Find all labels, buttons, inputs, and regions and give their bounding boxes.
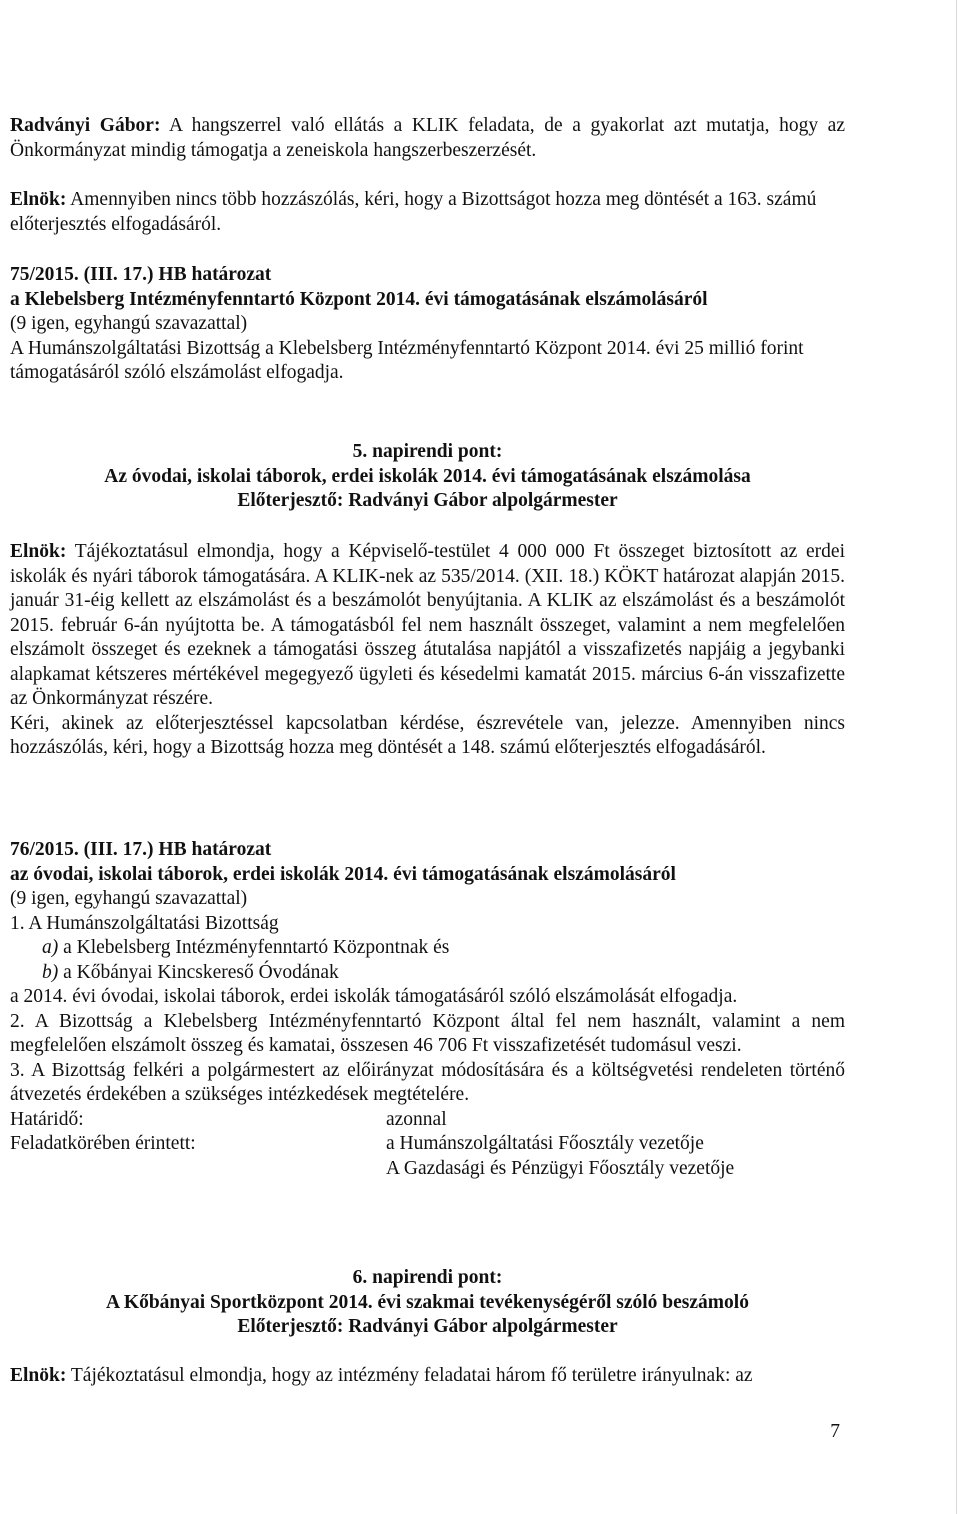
responsible-1: a Humánszolgáltatási Főosztály vezetője [386, 1133, 704, 1154]
speaker-label: Elnök: [10, 189, 67, 210]
agenda-6-heading [10, 1266, 845, 1340]
resolution-vote: (9 igen, egyhangú szavazattal) [10, 313, 248, 334]
resolution-vote: (9 igen, egyhangú szavazattal) [10, 888, 248, 909]
intro-paragraph-2 [10, 188, 845, 237]
agenda-label: 5. napirendi pont: [352, 441, 503, 462]
agenda-title: Az óvodai, iskolai táborok, erdei iskolák 2014. évi támogatásának elszámolása [104, 465, 751, 487]
resolution-76 [10, 838, 845, 1181]
resolution-75 [10, 263, 845, 386]
speech-text: A hangszerrel való ellátás a KLIK feladata, de a gyakorlat azt mutatja, hogy az Önkormányzat mindig támogatja a zeneiskola hangszerbeszerzését. [10, 115, 845, 161]
speech-text: Kéri, akinek az előterjesztéssel kapcsolatban kérdése, észrevétele van, jelezze. Amennyiben nincs hozzászólás, kéri, hogy a Bizottság hozza meg döntését a 148. számú előterjesztés elfogadásáról. [10, 712, 845, 758]
resolution-subject: a Klebelsberg Intézményfenntartó Központ 2014. évi támogatásának elszámolásáról [10, 288, 708, 310]
speaker-label: Radványi Gábor: [10, 115, 161, 136]
resolution-item-1: 1. A Humánszolgáltatási Bizottság [10, 912, 279, 934]
speech-text: Tájékoztatásul elmondja, hogy az intézmény feladatai három fő területre irányulnak: az [66, 1365, 753, 1386]
speech-text: Amennyiben nincs több hozzászólás, kéri, hogy a Bizottságot hozza meg döntését a 163. számú előterjesztés elfogadásáról. [10, 189, 817, 235]
deadline-value: azonnal [386, 1108, 447, 1130]
resolution-item-2: 2. A Bizottság a Klebelsberg Intézményfenntartó Központ által fel nem használt, valamint a nem megfelelően elszámolt összeg és kamatai, összesen 46 706 Ft visszafizetését tudomásul veszi. [10, 1010, 845, 1056]
intro-paragraph-1 [10, 114, 845, 163]
list-marker: a) [42, 937, 59, 958]
scan-edge [956, 0, 957, 1514]
agenda-title: A Kőbányai Sportközpont 2014. évi szakmai tevékenységéről szóló beszámoló [106, 1291, 749, 1313]
page-number: 7 [830, 1421, 840, 1442]
resolution-item-1-end: a 2014. évi óvodai, iskolai táborok, erdei iskolák támogatásáról szóló elszámolását elfogadja. [10, 986, 738, 1007]
list-marker: b) [42, 961, 59, 983]
resolution-subject: az óvodai, iskolai táborok, erdei iskolák 2014. évi támogatásának elszámolásáról [10, 863, 676, 885]
agenda-6-speech [10, 1364, 845, 1389]
deadline-label: Határidő: [10, 1108, 84, 1130]
resolution-body: A Humánszolgáltatási Bizottság a Klebelsberg Intézményfenntartó Központ 2014. évi 25 millió forint támogatásáról szóló elszámolást elfogadja. [10, 337, 804, 383]
resolution-number: 75/2015. (III. 17.) HB határozat [10, 264, 272, 285]
agenda-presenter: Előterjesztő: Radványi Gábor alpolgármester [237, 490, 618, 511]
agenda-label: 6. napirendi pont: [352, 1267, 503, 1288]
responsible-row [10, 1132, 845, 1181]
speaker-label: Elnök: [10, 541, 67, 562]
responsible-2: A Gazdasági és Pénzügyi Főosztály vezetője [386, 1157, 735, 1179]
agenda-presenter: Előterjesztő: Radványi Gábor alpolgármester [237, 1316, 618, 1337]
resolution-item-3: 3. A Bizottság felkéri a polgármestert az előirányzat módosítására és a költségvetési rendeleten történő átvezetés érdekében a szükséges intézkedések megtételére. [10, 1059, 845, 1105]
resolution-item-1b: b) a Kőbányai Kincskereső Óvodának [42, 961, 339, 983]
deadline-row [10, 1108, 845, 1133]
agenda-5-speech [10, 540, 845, 761]
speaker-label: Elnök: [10, 1365, 67, 1386]
resolution-item-1a: a) a Klebelsberg Intézményfenntartó Központnak és [42, 937, 450, 958]
responsible-label: Feladatkörében érintett: [10, 1133, 196, 1154]
resolution-number: 76/2015. (III. 17.) HB határozat [10, 839, 272, 860]
agenda-5-heading [10, 440, 845, 514]
speech-text: Tájékoztatásul elmondja, hogy a Képviselő-testület 4 000 000 Ft összeget biztosított az erdei iskolák és nyári táborok támogatására. A KLIK-nek az 535/2014. (XII. 18.) KÖKT határozat alapján 2015. január 31-éig kellett az elszámolást és a beszámolót benyújtania. A KLIK az elszámolást és a beszámolót 2015. február 6-án nyújtotta be. A támogatásból fel nem használt összeget, valamint a nem megfelelően elszámolt összeget és ezeknek a támogatási összeg átutalása napjától a visszafizetés napjáig a jegybanki alapkamat kétszeres mértékével megegyező ügyleti és késedelmi kamatát 2015. március 6-án visszafizette az Önkormányzat részére. [10, 541, 845, 709]
